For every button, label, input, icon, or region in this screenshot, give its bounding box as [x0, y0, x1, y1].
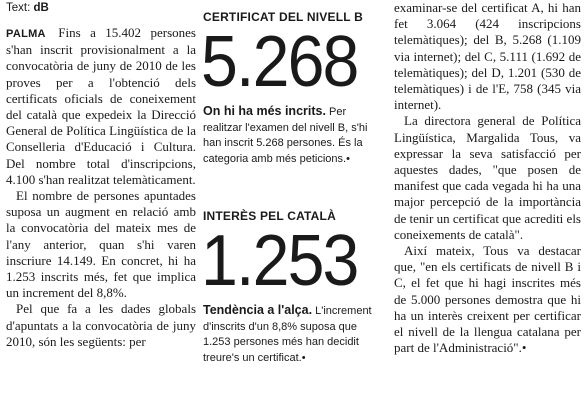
article-paragraph-1 [6, 25, 196, 188]
byline-prefix: Text: [6, 2, 34, 14]
byline [6, 1, 196, 15]
stat-body-nivell-b: Per realitzar l'examen del nivell B, s'hi han inscrit 5.268 persones. És la categoria amb més peticions.• [203, 106, 368, 165]
article-paragraph-2: El nombre de persones apuntades suposa un augment en relació amb la convocatòria del mateix mes de l'any anterior, quan s'hi varen inscriure 14.149. En concret, hi ha 1.253 inscrits més, fet que implica un increment del 8,8%. [6, 188, 196, 301]
big-number-1253: 1.253 [201, 221, 358, 301]
article-paragraph-3: Pel que fa a les dades globals d'apuntats a la convocatòria de juny 2010, són les següents: per [6, 301, 196, 349]
stat-lead-nivell-b: On hi ha més incrits. [203, 104, 326, 118]
article-paragraph-6: Així mateix, Tous va destacar que, "en els certificats de nivell B i C, el fet que hi hagi inscrites més de 5.000 persones demostra que hi ha un interès creixent per certificar el nivell de la llengua catalana per part de l'Administració".• [394, 243, 581, 356]
article-paragraph-5: La directora general de Política Lingüística, Margalida Tous, va expressar la seva satisfacció per aquestes dades, "que posen de manifest que cada vegada hi ha una major percepció de la importància de tenir un certificat que acrediti els coneixements de català". [394, 113, 581, 242]
stat-text-nivell-b [203, 104, 383, 167]
stat-lead-interes: Tendència a l'alça. [203, 303, 313, 317]
stats-column [203, 0, 383, 366]
article-column-1 [6, 0, 196, 350]
byline-author: dB [33, 2, 49, 14]
paragraph-1-text: Fins a 15.402 persones s'han inscrit provisionalment a la convocatòria de juny de 2010 de les proves per a l'obtenció dels certificats oficials de coneixement del català que expedeix la Direcció General de Política Lingüística de la Conselleria d'Educació i Cultura. Del nombre total d'inscripcions, 4.100 s'han realitzat telemàticament. [6, 25, 196, 187]
stat-text-interes [203, 303, 383, 366]
stat-kicker-nivell-b: CERTIFICAT DEL NIVELL B [203, 10, 363, 24]
article-paragraph-4: examinar-se del certificat A, hi han fet 3.064 (424 inscripcions telemàtiques); del B, 5.268 (1.109 via internet); del C, 5.111 (1.692 de telemàtiques); del D, 1.201 (530 de telemàtiques) i de l'E, 758 (345 via internet). [394, 0, 581, 113]
dateline-place: PALMA [6, 28, 46, 40]
stat-body-interes: L'increment d'inscrits d'un 8,8% suposa que 1.253 persones més han decidit treure's un certificat.• [203, 305, 372, 364]
stat-kicker-interes: INTERÈS PEL CATALÀ [203, 209, 336, 223]
article-column-3 [394, 0, 581, 356]
big-number-5268: 5.268 [201, 22, 358, 102]
